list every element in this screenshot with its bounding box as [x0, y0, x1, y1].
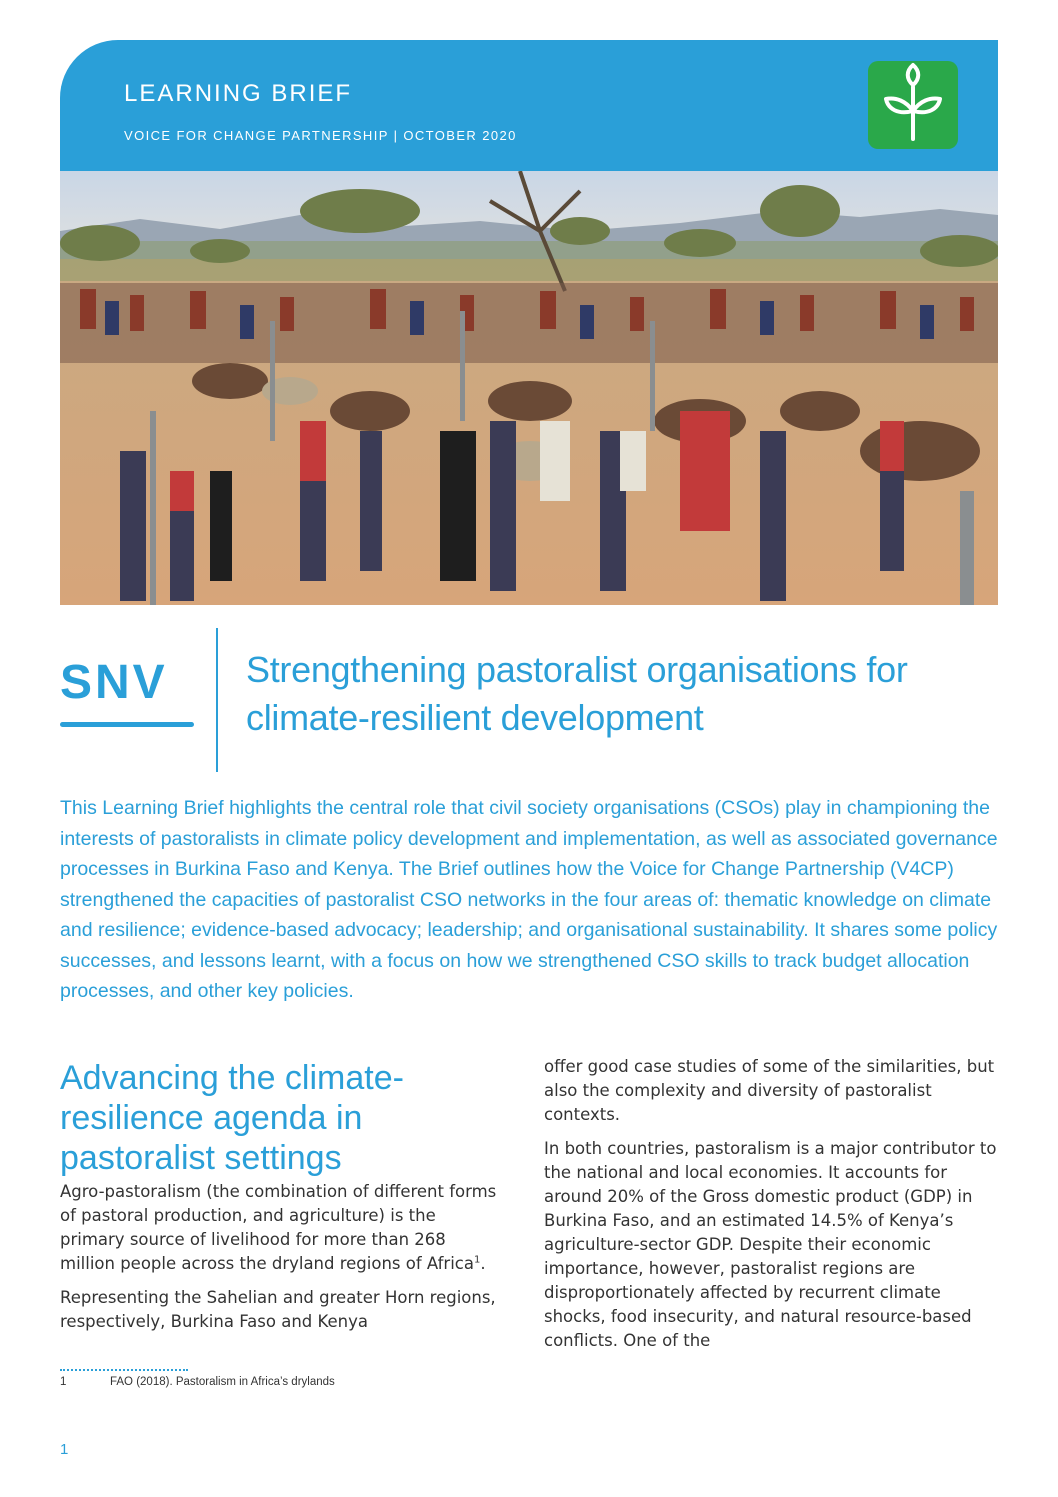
- document-type-title: LEARNING BRIEF: [124, 80, 353, 107]
- footnote: [60, 1376, 560, 1388]
- body-paragraph: In both countries, pastoralism is a major contributor to the national and local economies. It accounts for around 20% of the Gross domestic product (GDP) in Burkina Faso, and an estimated 14.5% of Kenya’s agriculture-sector GDP. Despite their economic importance, however, pastoralist regions are disproportionately affected by recurrent climate shocks, food insecurity, and natural resource-based conflicts. One of the: [544, 1139, 997, 1350]
- left-column: [60, 1180, 500, 1344]
- body-paragraph: offer good case studies of some of the similarities, but also the complexity and diversity of pastoralist contexts.: [544, 1057, 995, 1124]
- livestock-market-photo: [60, 171, 998, 605]
- title-divider: [216, 628, 218, 772]
- paragraph-text: Agro-pastoralism (the combination of different forms of pastoral production, and agriculture) is the primary source of livelihood for more than 268 million people across the dryland regions of Africa: [60, 1182, 497, 1273]
- footnote-text: FAO (2018). Pastoralism in Africa’s drylands: [110, 1376, 335, 1388]
- intro-paragraph: This Learning Brief highlights the central role that civil society organisations (CSOs) play in championing the interests of pastoralists in climate policy development and implementation, as well as associated governance processes in Burkina Faso and Kenya. The Brief outlines how the Voice for Change Partnership (V4CP) strengthened the capacities of pastoralist CSO networks in the four areas of: thematic knowledge on climate and resilience; evidence-based advocacy; leadership; and organisational sustainability. It shares some policy successes, and lessons learnt, with a focus on how we strengthened CSO skills to track budget allocation processes, and other key policies.: [60, 797, 998, 1002]
- snv-logo-text: SNV: [60, 658, 168, 709]
- header-band: [60, 40, 998, 171]
- snv-logo: [60, 658, 200, 738]
- body-paragraph: Agro-pastoralism (the combination of different forms of pastoral production, and agriculture) is the primary source of livelihood for more than 268 million people across the dryland regions of Africa$^1$.: [60, 1182, 497, 1273]
- document-subtitle: VOICE FOR CHANGE PARTNERSHIP | OCTOBER 2020: [124, 128, 517, 143]
- section-heading: Advancing the climate-resilience agenda in pastoralist settings: [60, 1059, 404, 1177]
- footnote-divider: [60, 1369, 188, 1371]
- page-number: 1: [60, 1441, 69, 1458]
- sprout-icon: [868, 61, 958, 149]
- right-column: [544, 1055, 1004, 1363]
- document-title: Strengthening pastoralist organisations for climate-resilient development: [246, 649, 908, 738]
- body-paragraph: Representing the Sahelian and greater Horn regions, respectively, Burkina Faso and Kenya: [60, 1288, 496, 1331]
- footnote-reference[interactable]: 1: [473, 1254, 481, 1266]
- footnote-number: 1: [60, 1376, 67, 1388]
